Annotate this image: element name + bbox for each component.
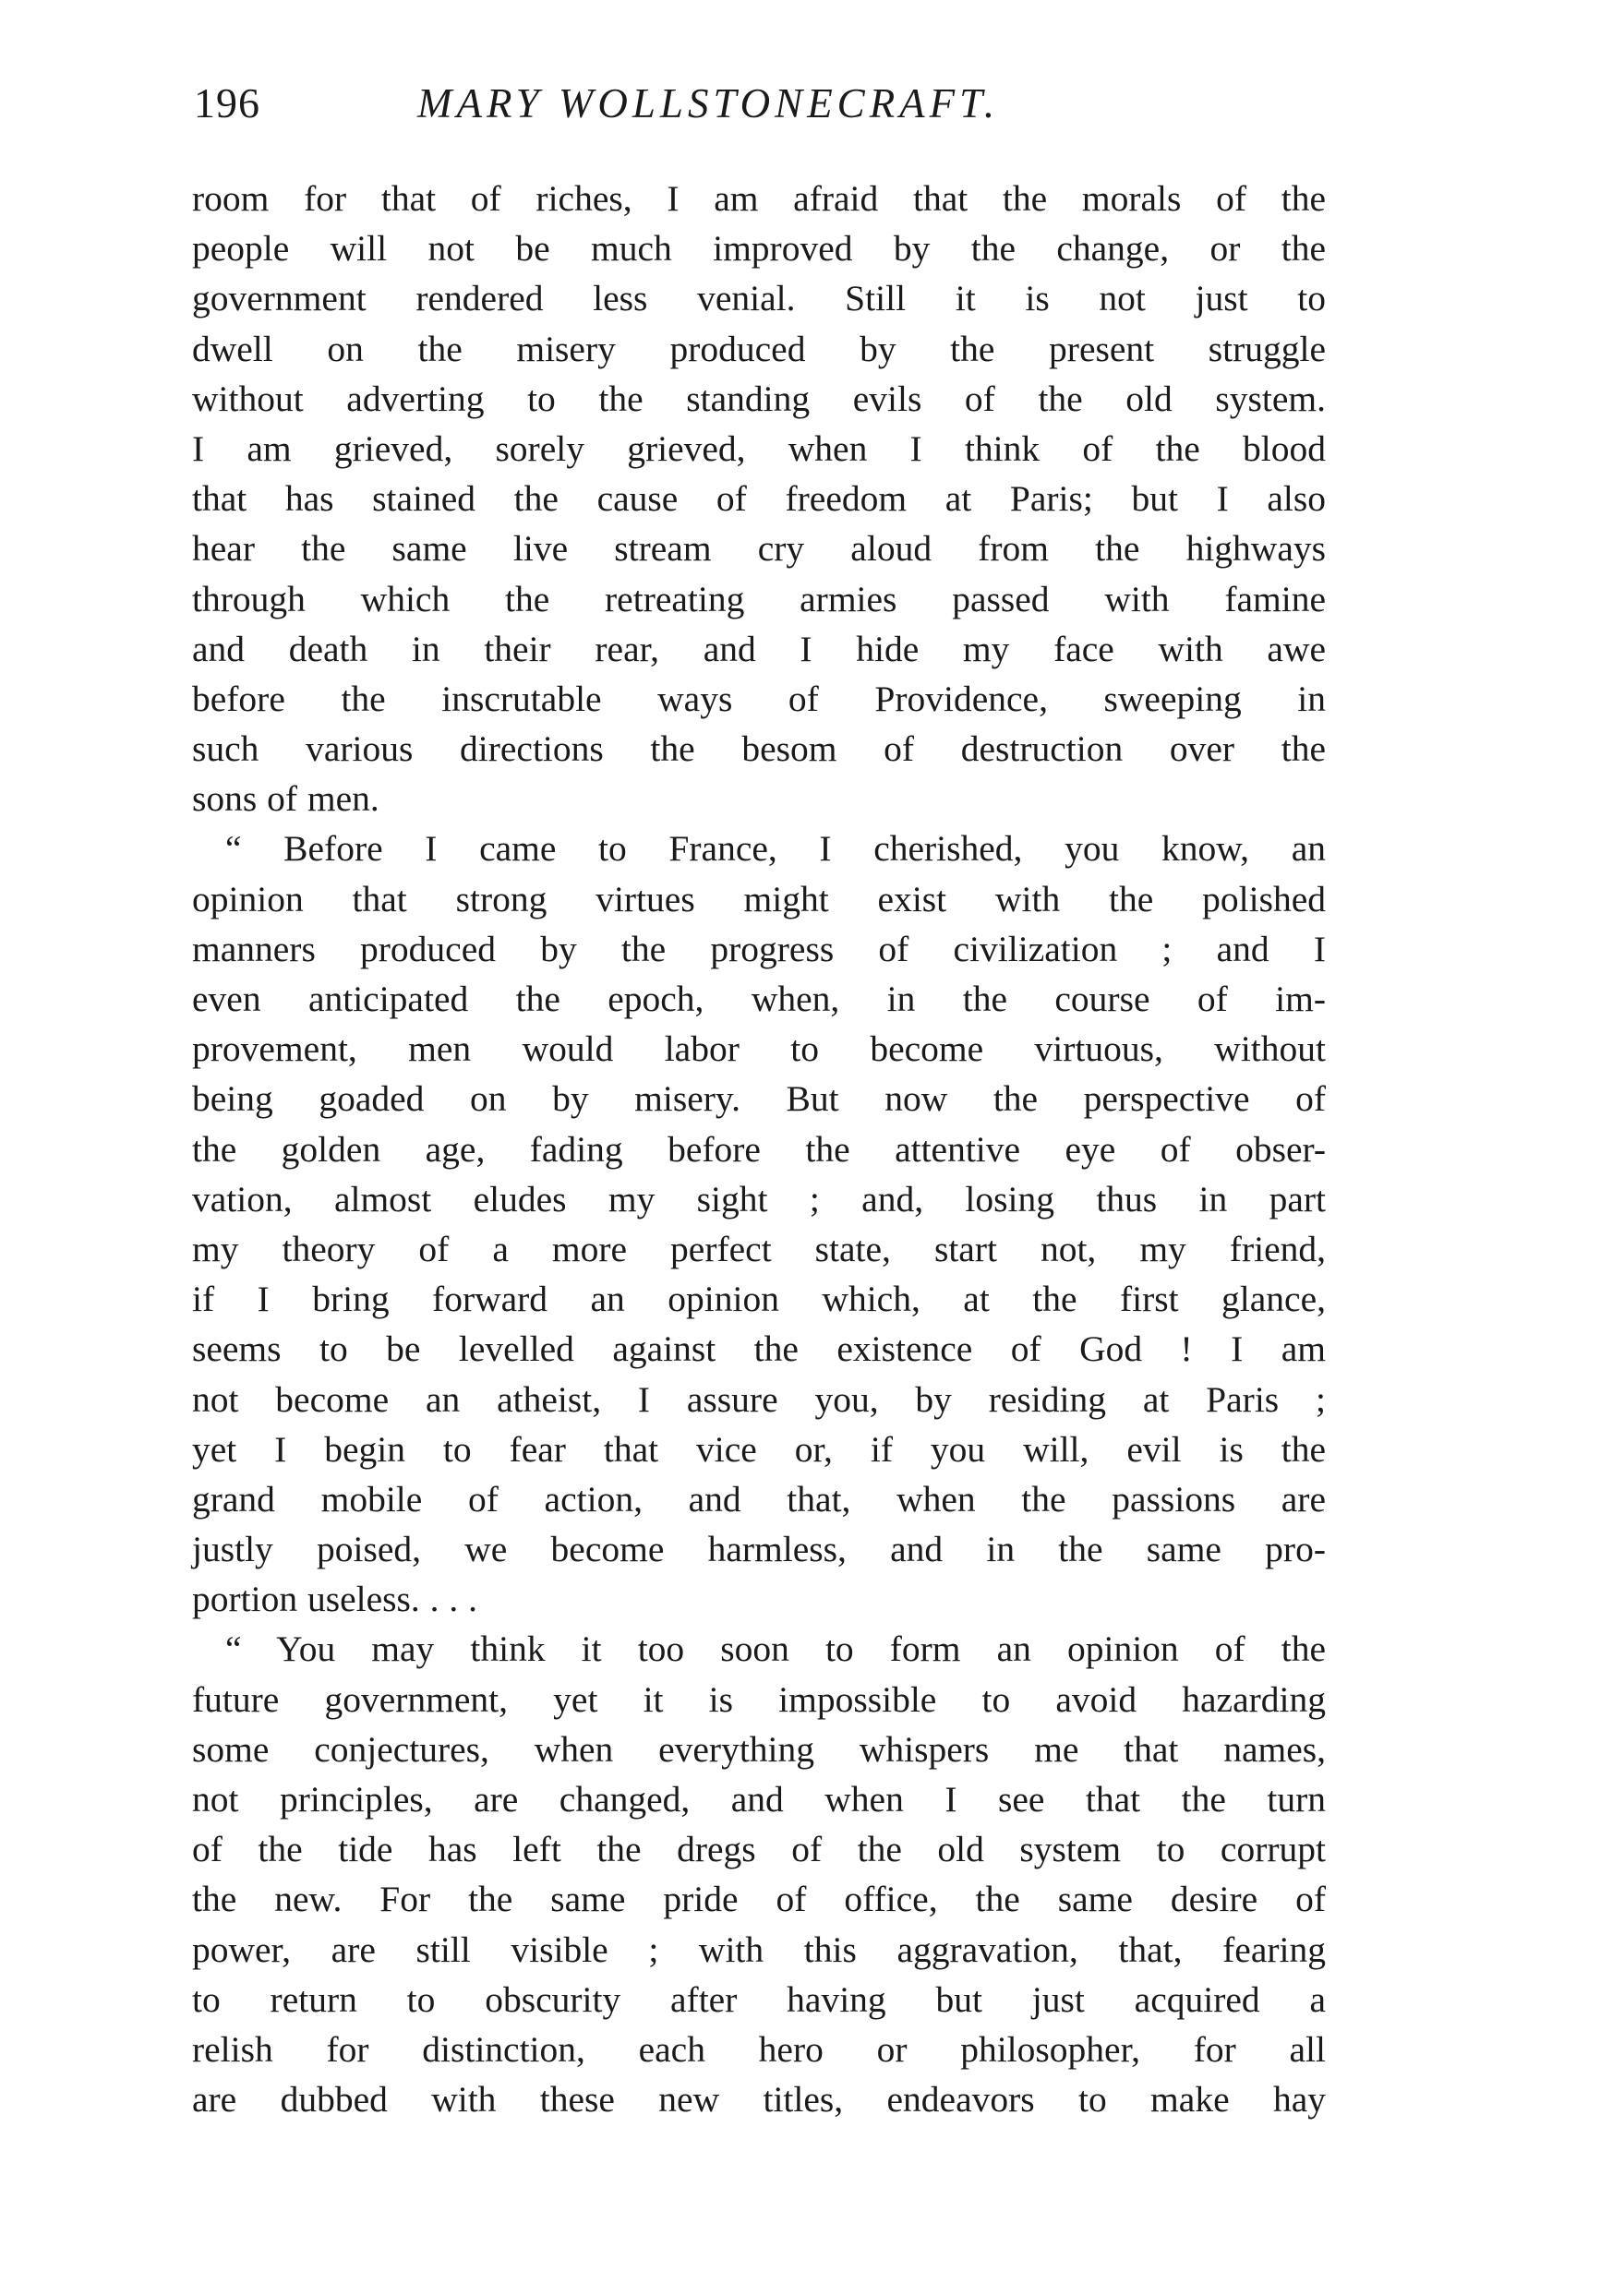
text-line: not become an atheist, I assure you, by residing at Paris ; (192, 1378, 1326, 1420)
text-line: sons of men. (192, 778, 379, 820)
text-line: grand mobile of action, and that, when the passions are (192, 1478, 1326, 1520)
body-text (192, 174, 1326, 2124)
text-line: without adverting to the standing evils of the old system. (192, 378, 1326, 419)
text-line: some conjectures, when everything whispers me that names, (192, 1728, 1326, 1770)
text-line: room for that of riches, I am afraid that the morals of the (192, 178, 1326, 219)
text-line: vation, almost eludes my sight ; and, losing thus in part (192, 1178, 1326, 1220)
text-line: and death in their rear, and I hide my face with awe (192, 628, 1326, 669)
text-line: such various directions the besom of destruction over the (192, 728, 1326, 770)
text-line: the new. For the same pride of office, the same desire of (192, 1879, 1326, 1920)
text-line: future government, yet it is impossible to avoid hazarding (192, 1678, 1326, 1720)
running-title: MARY WOLLSTONECRAFT. (417, 80, 1000, 126)
text-line: are dubbed with these new titles, endeavors to make hay (192, 2079, 1326, 2121)
text-line: yet I begin to fear that vice or, if you will, evil is the (192, 1428, 1326, 1470)
text-line: dwell on the misery produced by the present struggle (192, 328, 1326, 369)
text-line: hear the same live stream cry aloud from the highways (192, 528, 1326, 570)
text-line: of the tide has left the dregs of the old system to corrupt (192, 1829, 1326, 1870)
text-line: “ Before I came to France, I cherished, you know, an (225, 828, 1326, 870)
text-line: portion useless. . . . (192, 1579, 478, 1620)
page-number: 196 (194, 79, 260, 126)
text-line: the golden age, fading before the attentive eye of obser- (192, 1128, 1326, 1170)
text-line: manners produced by the progress of civilization ; and I (192, 928, 1326, 969)
text-line: my theory of a more perfect state, start not, my friend, (192, 1228, 1326, 1269)
text-line: justly poised, we become harmless, and in the same pro- (192, 1529, 1326, 1570)
text-line: if I bring forward an opinion which, at the first glance, (192, 1279, 1326, 1320)
text-line: being goaded on by misery. But now the perspective of (192, 1078, 1326, 1120)
text-line: provement, men would labor to become virtuous, without (192, 1028, 1326, 1070)
running-head (194, 66, 1348, 140)
text-line: opinion that strong virtues might exist with the polished (192, 878, 1326, 919)
text-line: even anticipated the epoch, when, in the course of im- (192, 979, 1326, 1019)
text-line: “ You may think it too soon to form an opinion of the (225, 1628, 1326, 1670)
text-line: before the inscrutable ways of Providence, sweeping in (192, 678, 1326, 719)
text-line: seems to be levelled against the existence of God ! I am (192, 1328, 1326, 1370)
text-line: that has stained the cause of freedom at Paris; but I also (192, 478, 1326, 520)
text-line: relish for distinction, each hero or philosopher, for all (192, 2028, 1326, 2070)
text-line: through which the retreating armies passed with famine (192, 578, 1326, 619)
text-line: government rendered less venial. Still it is not just to (192, 278, 1326, 319)
text-line: power, are still visible ; with this aggravation, that, fearing (192, 1929, 1326, 1970)
text-line: not principles, are changed, and when I see that the turn (192, 1779, 1326, 1820)
text-line: people will not be much improved by the change, or the (192, 228, 1326, 270)
text-line: I am grieved, sorely grieved, when I think of the blood (192, 427, 1326, 469)
text-line: to return to obscurity after having but just acquired a (192, 1978, 1326, 2020)
